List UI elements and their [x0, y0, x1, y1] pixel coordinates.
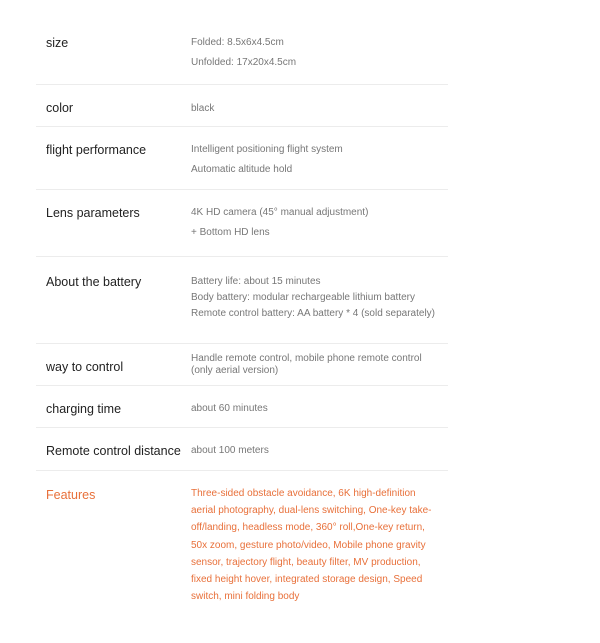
spec-value: Three-sided obstacle avoidance, 6K high-definition aerial photography, dual-lens switching, One-key take-off/landing, headless mode, 360° roll,One-key return, 50x zoom, gesture photo/video, Mobile phone gravity sensor, trajectory flight, beauty filter, MV production, fixed height hover, integrated storage design, Speed switch, mini folding body: [191, 488, 432, 603]
spec-value-line: Unfolded: 17x20x4.5cm: [191, 57, 297, 68]
spec-value-line: Automatic altitude hold: [191, 164, 293, 175]
spec-value-line: Folded: 8.5x6x4.5cm: [191, 37, 284, 48]
spec-value: [191, 207, 441, 238]
spec-value-line: Remote control battery: AA battery * 4 (sold separately): [191, 308, 436, 319]
spec-row-color: [36, 85, 448, 127]
spec-value-line: about 100 meters: [191, 445, 269, 456]
spec-value-line: + Bottom HD lens: [191, 227, 270, 238]
spec-value-line: black: [191, 103, 215, 114]
spec-row-features: [36, 471, 448, 621]
spec-value-line: Battery life: about 15 minutes: [191, 276, 321, 287]
spec-value: [191, 37, 441, 68]
spec-label: About the battery: [46, 275, 142, 289]
spec-value: [191, 276, 441, 319]
spec-value: [191, 103, 441, 114]
spec-row-battery: [36, 257, 448, 344]
spec-row-charging-time: [36, 386, 448, 428]
spec-label: Lens parameters: [46, 206, 140, 220]
spec-label: Features: [46, 488, 96, 502]
spec-value-line: Handle remote control, mobile phone remote control: [191, 353, 422, 364]
spec-label: color: [46, 101, 74, 115]
spec-label: Remote control distance: [46, 444, 181, 458]
spec-row-lens-parameters: [36, 190, 448, 257]
spec-label: charging time: [46, 402, 122, 416]
spec-value-line: about 60 minutes: [191, 403, 268, 414]
spec-label: flight performance: [46, 143, 147, 157]
spec-value-line: Intelligent positioning flight system: [191, 144, 343, 155]
spec-row-remote-distance: [36, 428, 448, 471]
spec-value: [191, 144, 441, 175]
spec-row-size: [36, 22, 448, 85]
spec-value-line: Body battery: modular rechargeable lithium battery: [191, 292, 416, 303]
spec-value-line: (only aerial version): [191, 365, 279, 376]
spec-value: [191, 403, 441, 414]
spec-value-line: 4K HD camera (45° manual adjustment): [191, 207, 369, 218]
spec-label: way to control: [46, 360, 124, 374]
spec-value: [191, 353, 441, 376]
spec-row-control: [36, 344, 448, 386]
spec-label: size: [46, 36, 69, 50]
spec-row-flight-performance: [36, 127, 448, 190]
spec-value: [191, 445, 441, 456]
